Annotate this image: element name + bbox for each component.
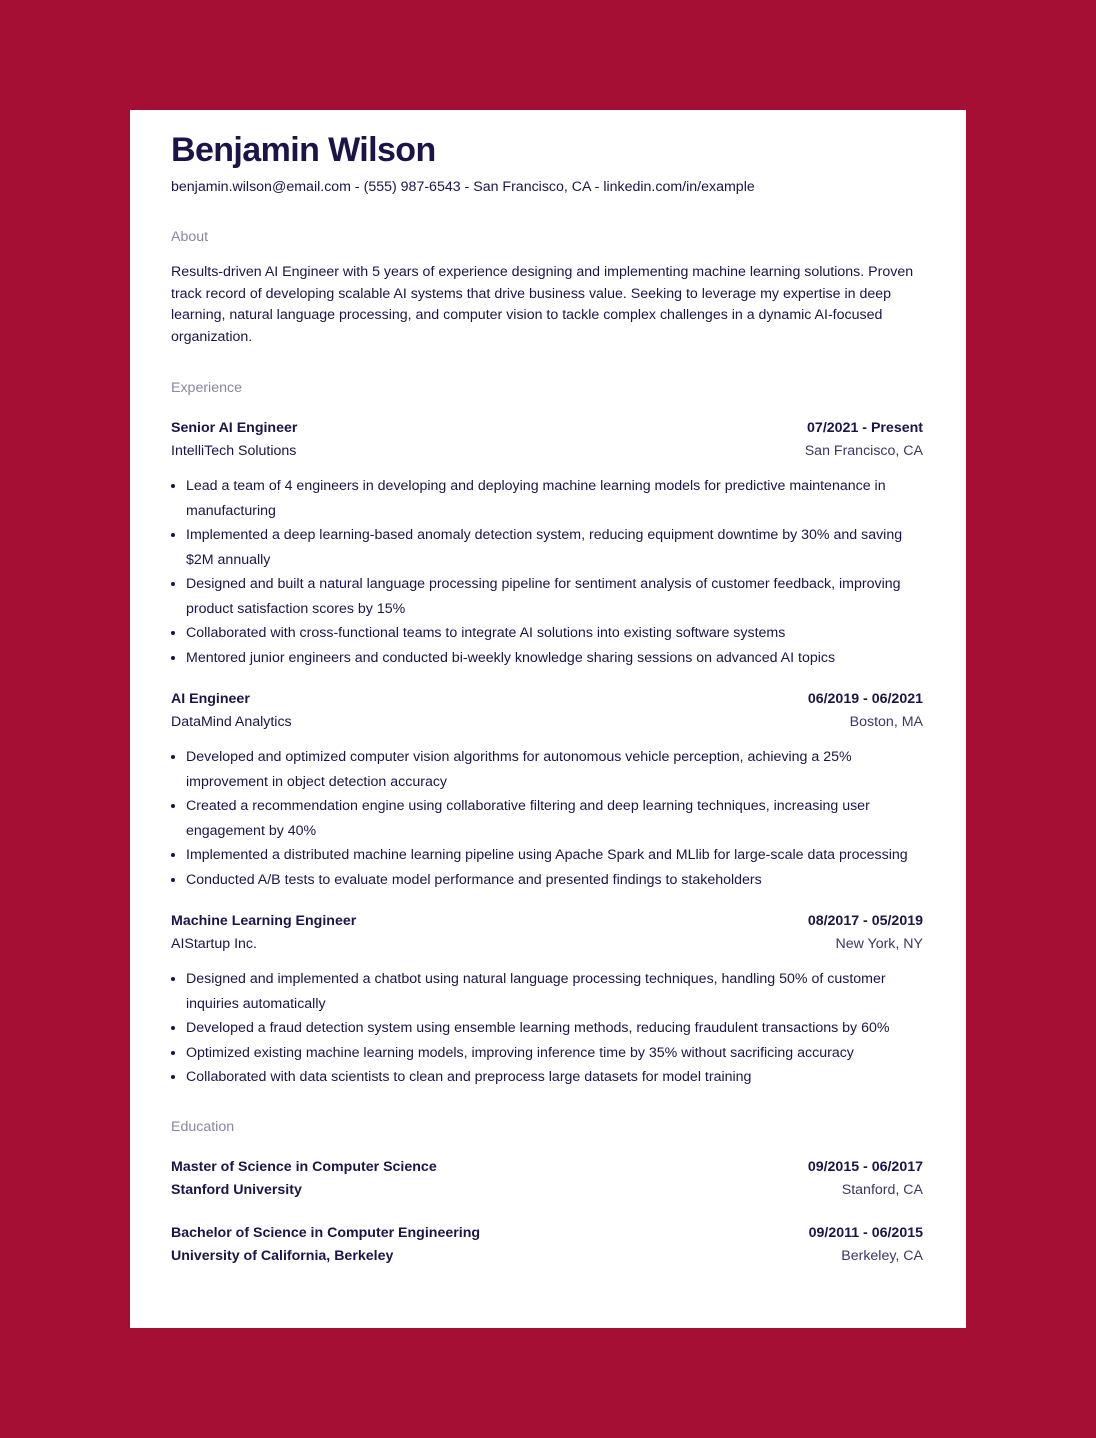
list-item: • Collaborated with data scientists to clean and preprocess large datasets for model training bbox=[186, 1065, 923, 1090]
job-entry bbox=[171, 417, 923, 670]
contact-line: benjamin.wilson@email.com - (555) 987-6543 - San Francisco, CA - linkedin.com/in/example bbox=[171, 179, 755, 195]
job-location: San Francisco, CA bbox=[804, 443, 923, 459]
job-company-row bbox=[171, 711, 923, 734]
list-item: • Developed and optimized computer vision algorithms for autonomous vehicle perception, achieving a 25% improvement in object detection accuracy bbox=[186, 745, 923, 794]
list-item: • Designed and implemented a chatbot using natural language processing techniques, handling 50% of customer inquiries automatically bbox=[186, 967, 923, 1016]
job-role: AI Engineer bbox=[171, 691, 250, 707]
edu-location: Berkeley, CA bbox=[841, 1247, 923, 1264]
job-role: Machine Learning Engineer bbox=[171, 913, 357, 929]
job-company: DataMind Analytics bbox=[171, 714, 292, 730]
candidate-name: Benjamin Wilson bbox=[171, 131, 436, 169]
job-header-row bbox=[171, 910, 923, 933]
section-title-about: About bbox=[171, 229, 209, 245]
edu-dates: 09/2015 - 06/2017 bbox=[807, 1158, 923, 1175]
job-company: IntelliTech Solutions bbox=[171, 443, 297, 459]
job-bullets bbox=[171, 474, 923, 670]
job-dates: 06/2019 - 06/2021 bbox=[807, 691, 923, 707]
job-bullets bbox=[171, 745, 923, 892]
edu-school: University of California, Berkeley bbox=[171, 1247, 394, 1264]
list-item: • Implemented a deep learning-based anomaly detection system, reducing equipment downtime by 30% and saving $2M annually bbox=[186, 523, 923, 572]
section-title-experience: Experience bbox=[171, 380, 242, 396]
list-item: • Lead a team of 4 engineers in developing and deploying machine learning models for predictive maintenance in manufacturing bbox=[186, 474, 923, 523]
edu-location: Stanford, CA bbox=[841, 1181, 923, 1198]
job-header-row bbox=[171, 417, 923, 440]
education-entry bbox=[171, 1156, 923, 1202]
job-entry bbox=[171, 688, 923, 892]
job-location: Boston, MA bbox=[849, 714, 923, 730]
job-location: New York, NY bbox=[835, 936, 923, 952]
edu-school-row bbox=[171, 1179, 923, 1202]
edu-school: Stanford University bbox=[171, 1181, 302, 1198]
job-dates: 07/2021 - Present bbox=[807, 420, 923, 436]
job-bullets bbox=[171, 967, 923, 1090]
about-text: Results-driven AI Engineer with 5 years of experience designing and implementing machine learning solutions. Proven track record of developing scalable AI systems that drive business value. Seeking to leverage my expertise in deep learning, natural language processing, and computer vision to tackle complex challenges in a dynamic AI-focused organization. bbox=[171, 264, 914, 345]
job-entry bbox=[171, 910, 923, 1090]
resume-page bbox=[130, 110, 966, 1328]
list-item: • Implemented a distributed machine learning pipeline using Apache Spark and MLlib for large-scale data processing bbox=[186, 843, 923, 868]
edu-school-row bbox=[171, 1245, 923, 1268]
section-title-education: Education bbox=[171, 1118, 235, 1135]
job-company-row bbox=[171, 440, 923, 463]
list-item: • Collaborated with cross-functional teams to integrate AI solutions into existing software systems bbox=[186, 621, 923, 646]
education-entry bbox=[171, 1222, 923, 1268]
edu-degree: Master of Science in Computer Science bbox=[171, 1158, 437, 1175]
job-company-row bbox=[171, 933, 923, 956]
edu-dates: 09/2011 - 06/2015 bbox=[808, 1224, 923, 1241]
list-item: • Designed and built a natural language processing pipeline for sentiment analysis of customer feedback, improving product satisfaction scores by 15% bbox=[186, 572, 923, 621]
edu-degree: Bachelor of Science in Computer Engineering bbox=[171, 1224, 481, 1241]
job-company: AIStartup Inc. bbox=[171, 936, 257, 952]
list-item: • Developed a fraud detection system using ensemble learning methods, reducing fraudulent transactions by 60% bbox=[186, 1016, 923, 1041]
edu-header-row bbox=[171, 1222, 923, 1245]
job-dates: 08/2017 - 05/2019 bbox=[807, 913, 923, 929]
list-item: • Optimized existing machine learning models, improving inference time by 35% without sacrificing accuracy bbox=[186, 1041, 923, 1066]
list-item: • Mentored junior engineers and conducted bi-weekly knowledge sharing sessions on advanced AI topics bbox=[186, 646, 923, 671]
job-role: Senior AI Engineer bbox=[171, 420, 298, 436]
edu-header-row bbox=[171, 1156, 923, 1179]
list-item: • Conducted A/B tests to evaluate model performance and presented findings to stakeholders bbox=[186, 868, 923, 893]
list-item: • Created a recommendation engine using collaborative filtering and deep learning techniques, increasing user engagement by 40% bbox=[186, 794, 923, 843]
job-header-row bbox=[171, 688, 923, 711]
